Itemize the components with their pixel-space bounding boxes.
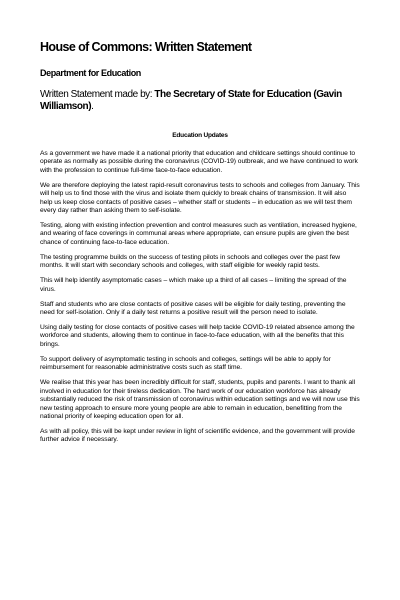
paragraph: The testing programme builds on the success of testing pilots in schools and colleges over the past few months. It will start with secondary schools and colleges, with staff eligible for weekly rapid tests. xyxy=(40,253,341,270)
paragraph: Testing, along with existing infection prevention and control measures such as ventilation, increased hygiene, and wearing of face coverings in communal areas where appropriate, can ensure pupils are given the best chance of continuing face-to-face education. xyxy=(40,222,357,246)
section-title: Education Updates xyxy=(172,132,228,139)
statement-body xyxy=(40,150,360,445)
paragraph: We realise that this year has been incredibly difficult for staff, students, pupils and parents. I want to thank all involved in education for their tireless dedication. The hard work of our education workforce has already substantially reduced the risk of transmission of coronavirus within education settings and we will now use this new testing approach to ensure more young people are able to remain in education, benefitting from the national priority of keeping education open for all. xyxy=(40,379,360,420)
paragraph: As a government we have made it a national priority that education and childcare settings should continue to operate as normally as possible during the coronavirus (COVID-19) outbreak, and we have continued to work with the profession to continue full-time face-to-face education. xyxy=(40,150,358,174)
paragraph: As with all policy, this will be kept under review in light of scientific evidence, and the government will provide further advice if necessary. xyxy=(40,427,355,444)
paragraph: Using daily testing for close contacts of positive cases will help tackle COVID-19 related absence among the workforce and students, allowing them to continue in face-to-face education, with all the benefits that this brings. xyxy=(40,324,355,348)
paragraph: This will help identify asymptomatic cases – which make up a third of all cases – limiting the spread of the virus. xyxy=(40,277,347,293)
document-title: House of Commons: Written Statement xyxy=(40,40,252,54)
author-prefix: Written Statement made by: xyxy=(40,89,155,100)
author-name: The Secretary of State for Education (Gavin Williamson) xyxy=(40,89,342,112)
document-page xyxy=(40,40,360,451)
statement-author-line xyxy=(40,89,360,113)
author-suffix: . xyxy=(91,101,94,112)
paragraph: We are therefore deploying the latest rapid-result coronavirus tests to schools and colleges from January. This will help us to find those with the virus and isolate them quickly to break chains of transmission. It will also help us keep close contacts of positive cases – whether staff or students – in education as we will test them every day rather than asking them to self-isolate. xyxy=(40,181,360,215)
paragraph: To support delivery of asymptomatic testing in schools and colleges, settings will be able to apply for reimbursement for reasonable administrative costs such as staff time. xyxy=(40,355,331,372)
paragraph: Staff and students who are close contacts of positive cases will be eligible for daily testing, preventing the need for self-isolation. Only if a daily test returns a positive result will the person need to isolate. xyxy=(40,300,346,317)
department-heading: Department for Education xyxy=(40,68,141,78)
